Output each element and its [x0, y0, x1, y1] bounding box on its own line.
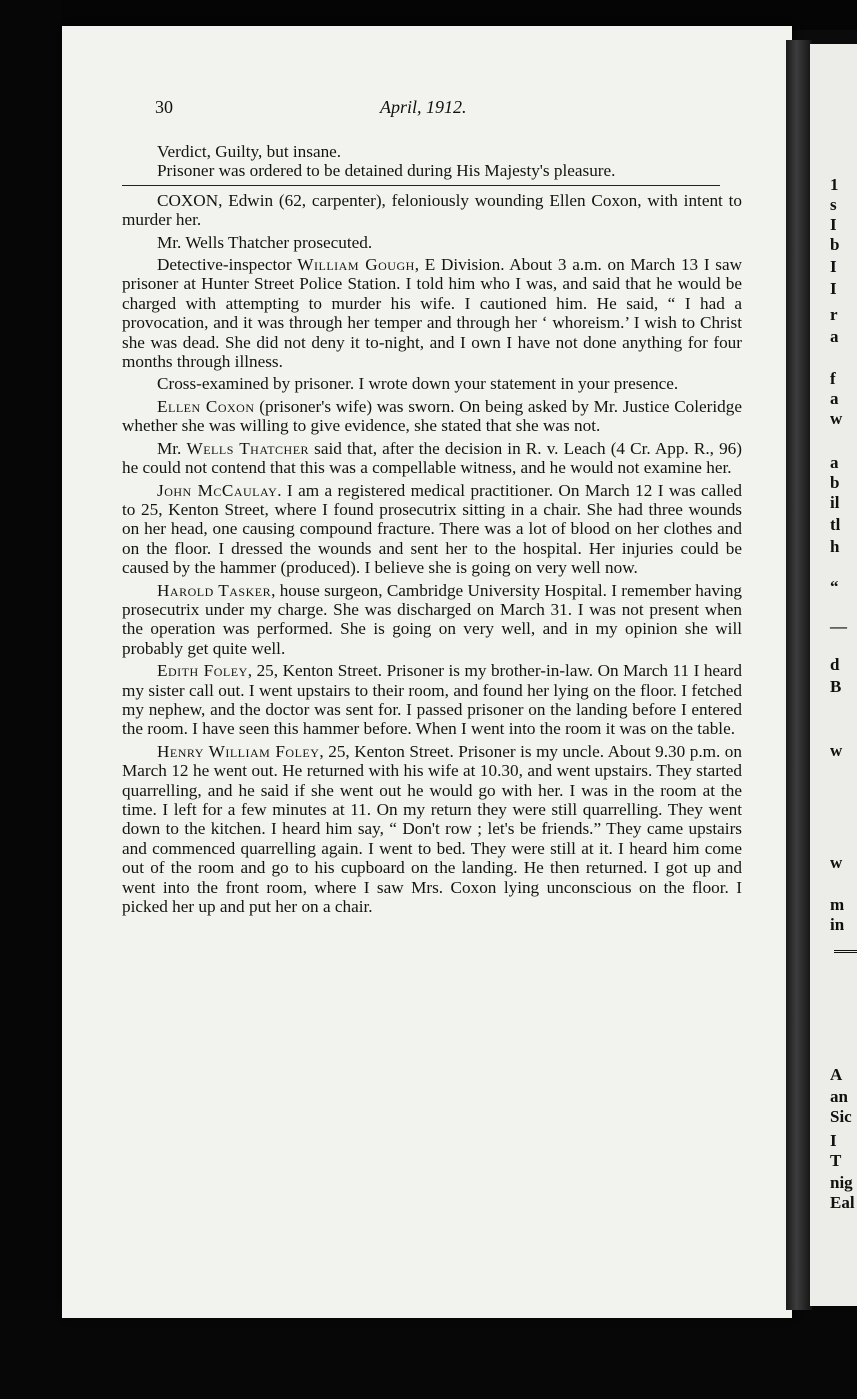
facing-fragment: A: [830, 1065, 843, 1084]
prosecution-line: Mr. Wells Thatcher prosecuted.: [157, 232, 373, 252]
witness-name: William Gough: [297, 255, 415, 275]
facing-fragment: f: [830, 369, 836, 388]
facing-fragment: tl: [830, 515, 841, 534]
witness-name: Henry William Foley: [157, 741, 320, 761]
witness-name: John McCaulay: [157, 480, 278, 500]
case-title: COXON, Edwin (62, carpenter), feloniously wounding Ellen Coxon, with intent to murder her.: [122, 190, 742, 230]
facing-fragment: I: [830, 257, 837, 276]
facing-fragment: r: [830, 305, 838, 324]
testimony-text: , house surgeon, Cambridge University Hospital. I remember having prosecutrix under my charge. She was discharged on March 31. I was not present when the operation was performed. She is going on very well, and in my opinion she will probably get quite well.: [122, 580, 743, 658]
testimony-text: , 25, Kenton Street. Prisoner is my brother-in-law. On March 11 I heard my sister call out. I went upstairs to their room, and found her lying on the floor. I fetched my nephew, and the doctor was sent for. I passed prisoner on the landing before I entered the room. I have seen this hammer before. When I went into the room it was on the table.: [122, 661, 742, 739]
facing-fragment: b: [830, 473, 840, 492]
facing-rule: [834, 950, 857, 953]
testimony-text: , E Division. About 3 a.m. on March 13 I saw prisoner at Hunter Street Police Station. I told him who I was, and said that he would be charged with attempting to murder his wife. I cautioned him. He said, “ I had a provocation, and it was through her temper and through her ‘ whoreism.’ I wish to Christ she was dead. She did not deny it to-night, and I own I have not done anything for four months through illness.: [122, 255, 742, 372]
testimony-edith-foley: [122, 661, 742, 739]
facing-fragment: I: [830, 279, 837, 298]
page-number: 30: [155, 97, 173, 117]
gough-prefix: Detective-inspector: [157, 255, 298, 275]
facing-fragment: a: [830, 389, 839, 408]
book-spine: [786, 40, 812, 1310]
witness-name: Ellen Coxon: [157, 396, 255, 416]
facing-fragment: 1: [830, 175, 839, 194]
facing-fragment: s: [830, 195, 837, 214]
facing-fragment: a: [830, 453, 839, 472]
facing-fragment: Eal: [830, 1193, 855, 1212]
facing-fragment: h: [830, 537, 840, 556]
testimony-gough: [122, 255, 742, 371]
testimony-ellen: [122, 397, 742, 436]
testimony-tasker: [122, 581, 742, 659]
facing-fragment: b: [830, 235, 840, 254]
facing-page-edge: [810, 44, 857, 1306]
case-divider: [122, 185, 720, 186]
facing-fragment: T: [830, 1151, 842, 1170]
statement-text: said that, after the decision in R. v. Leach (4 Cr. App. R., 96) he could not contend that this was a compellable witness, and he would not examine her.: [122, 438, 742, 478]
testimony-text: , 25, Kenton Street. Prisoner is my uncle. About 9.30 p.m. on March 12 he went out. He returned with his wife at 10.30, and went upstairs. They started quarrelling, and he said if she went out he would go with her. I was in the room at the time. I left for a few minutes at 11. On my return they were still quarrelling. They went down to the kitchen. I heard him say, “ Don't row ; let's be friends.” They came upstairs and commenced quarrelling again. I went to bed. They were still at it. I heard him come out of the room and go to his cupboard on the landing. He then returned. I got up and went into the front room, where I saw Mrs. Coxon lying unconscious on the floor. I picked her up and put her on a chair.: [122, 741, 742, 917]
facing-fragment: an: [830, 1087, 848, 1106]
testimony-mccaulay: [122, 481, 742, 578]
thatcher-prefix: Mr.: [157, 438, 187, 458]
facing-fragment: il: [830, 493, 840, 512]
testimony-text: . I am a registered medical practitioner. On March 12 I was called to 25, Kenton Street, where I found prosecutrix sitting in a chair. She had three wounds on her head, one causing compound fracture. There was a lot of blood on her clothes and on the floor. I dressed the wounds and sent her to the hospital. Her injuries could be caused by the hammer (produced). I believe she is going on very well now.: [122, 480, 742, 578]
facing-fragment: m: [830, 895, 845, 914]
running-head: [380, 97, 467, 118]
verdict-line: Verdict, Guilty, but insane.: [157, 142, 342, 161]
scan-left-border: [0, 0, 62, 1399]
cross-examination: Cross-examined by prisoner. I wrote down your statement in your presence.: [157, 374, 679, 394]
counsel-name: Wells Thatcher: [186, 438, 310, 458]
facing-fragment: Sic: [830, 1107, 852, 1126]
facing-fragment: B: [830, 677, 842, 696]
witness-name: Edith Foley: [157, 661, 248, 681]
facing-fragment: I: [830, 1131, 837, 1150]
testimony-text: (prisoner's wife) was sworn. On being asked by Mr. Justice Coleridge whether she was willing to give evidence, she stated that she was not.: [122, 396, 742, 436]
facing-fragment: a: [830, 327, 839, 346]
sentence-line: Prisoner was ordered to be detained during His Majesty's pleasure.: [157, 161, 616, 181]
facing-fragment: w: [830, 741, 843, 760]
page-body: [122, 142, 742, 919]
witness-name: Harold Tasker: [157, 580, 272, 600]
facing-fragment: “: [830, 577, 839, 596]
facing-fragment: in: [830, 915, 845, 934]
testimony-henry-foley: [122, 742, 742, 917]
facing-fragment: w: [830, 853, 843, 872]
facing-fragment: —: [830, 617, 847, 636]
facing-fragment: d: [830, 655, 840, 674]
statement-thatcher: [122, 439, 742, 478]
facing-fragment: nig: [830, 1173, 853, 1192]
facing-fragment: w: [830, 409, 843, 428]
facing-fragment: I: [830, 215, 837, 234]
running-head-text: April, 1912.: [380, 97, 467, 117]
